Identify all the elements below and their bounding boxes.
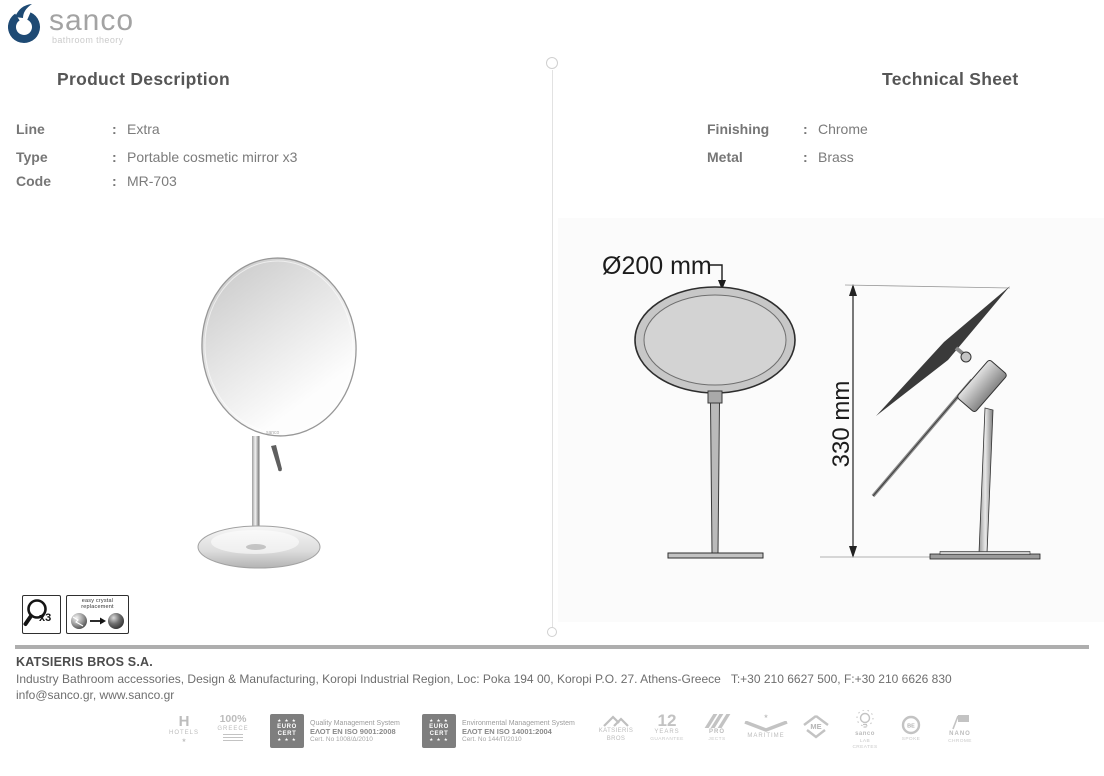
nano-flag-icon — [950, 714, 970, 730]
maritime-chevron-icon — [744, 721, 788, 732]
iso14001-standard: ΕΛΟΤ EN ISO 14001:2004 — [462, 726, 552, 736]
field-type-sep: : — [112, 149, 117, 165]
badge-projects — [696, 714, 738, 742]
greece-flag-icon — [223, 734, 243, 742]
katsieris-line1: KATSIERIS — [598, 728, 634, 734]
svg-text:ME: ME — [810, 722, 822, 731]
product-description-title: Product Description — [57, 69, 230, 89]
badge-me — [796, 714, 836, 740]
svg-text:x3: x3 — [39, 612, 52, 624]
divider-bottom-circle — [547, 627, 557, 637]
hotels-icon: H — [178, 713, 190, 730]
eurocert-stars: ★ ★ ★ — [429, 718, 449, 724]
hotels-star-icon: ★ — [181, 737, 187, 744]
footer-divider — [15, 645, 1089, 649]
divider-top-circle — [546, 57, 558, 69]
technical-drawing-panel — [558, 218, 1104, 622]
field-line-sep: : — [112, 121, 117, 137]
katsieris-roof-icon — [602, 714, 630, 727]
iso9001-cert-no: Cert. No 1008/Δ/2010 — [310, 735, 373, 743]
field-finishing-value: Chrome — [818, 121, 868, 137]
brand-name: sanco — [49, 4, 135, 37]
footer-address-line — [16, 672, 952, 686]
greece-label: GREECE — [217, 726, 249, 732]
field-line-label: Line — [16, 121, 45, 137]
eurocert-icon — [422, 714, 456, 748]
nano-line1: NANO — [949, 731, 971, 737]
years-number: 12 — [657, 711, 677, 730]
maritime-label: MARITIME — [747, 733, 785, 739]
nano-line2: CHROME — [948, 738, 972, 744]
technical-drawing — [558, 218, 1104, 622]
years-label: YEARS — [654, 729, 680, 735]
katsieris-line2: BROS — [606, 735, 626, 742]
iso14001-cert-no: Cert. No 144/Π/2010 — [462, 735, 522, 743]
diameter-dimension-label: Ø200 mm — [602, 252, 712, 280]
eurocert-cert: CERT — [277, 731, 297, 737]
maritime-star-icon: ★ — [763, 714, 769, 720]
field-metal-sep: : — [803, 149, 808, 165]
badge-katsieris-bros — [590, 714, 642, 743]
eurocert-euro: EURO — [429, 724, 449, 731]
badge-eurocert-environmental — [422, 714, 575, 748]
lab-line2: LAB — [859, 738, 871, 744]
eurocert-stars: ★ ★ ★ — [429, 736, 449, 742]
sanco-drop-icon — [8, 2, 42, 46]
badge-12-years — [646, 711, 688, 742]
eurocert-stars: ★ ★ ★ — [277, 736, 297, 742]
hotels-label: HOTELS — [168, 730, 199, 736]
easy-crystal-line2: replacement — [81, 604, 114, 611]
footer-contacts: info@sanco.gr, www.sanco.gr — [16, 688, 175, 702]
brand-tagline: bathroom theory — [52, 35, 124, 45]
footer-address: Industry Bathroom accessories, Design & Manufacturing, Koropi Industrial Region, Loc: Poka 194 00, Koropi P.O. 27. Athens-Greece — [16, 672, 721, 686]
projects-stripes-icon — [709, 714, 726, 728]
iso14001-system: Environmental Management System — [462, 719, 575, 727]
field-line-value: Extra — [127, 121, 160, 137]
badge-eurocert-quality — [270, 714, 400, 748]
badge-nano-chrome — [938, 714, 982, 744]
projects-line1: PRO — [708, 729, 725, 735]
certification-badges — [0, 710, 1104, 770]
magnification-x3-box — [22, 595, 61, 634]
magnifier-x3-icon — [23, 596, 59, 632]
bespoke-label: SPOKE — [901, 737, 921, 742]
field-finishing-sep: : — [803, 121, 808, 137]
iso9001-standard: ΕΛΟΤ EN ISO 9001:2008 — [310, 726, 396, 736]
bespoke-ring-icon — [900, 714, 922, 736]
greece-percent: 100% — [219, 713, 247, 725]
crystal-replacement-icon — [69, 611, 127, 633]
feature-icons — [22, 595, 129, 634]
height-dimension-label: 330 mm — [828, 380, 855, 468]
badge-maritime — [738, 714, 794, 740]
field-metal-value: Brass — [818, 149, 854, 165]
column-divider — [552, 70, 553, 627]
photo-watermark: sanco — [266, 430, 280, 436]
field-type-value: Portable cosmetic mirror x3 — [127, 149, 298, 165]
field-code-label: Code — [16, 173, 51, 189]
easy-crystal-line1: easy crystal — [81, 598, 114, 604]
footer-phone: T:+30 210 6627 500, F:+30 210 6626 830 — [730, 672, 952, 686]
projects-line2: JECTS — [708, 736, 726, 742]
badge-100-greece — [210, 714, 256, 742]
field-metal-label: Metal — [707, 149, 743, 165]
field-code-sep: : — [112, 173, 117, 189]
footer-company: KATSIERIS BROS S.A. — [16, 655, 153, 669]
eurocert-euro: EURO — [277, 724, 297, 731]
eurocert-stars: ★ ★ ★ — [277, 718, 297, 724]
easy-crystal-replacement-box — [66, 595, 129, 634]
eurocert-icon — [270, 714, 304, 748]
lightbulb-icon — [854, 710, 876, 730]
badge-sanco-lab — [843, 710, 887, 751]
field-code-value: MR-703 — [127, 173, 177, 189]
lab-line1: sanco — [855, 731, 875, 737]
field-finishing-label: Finishing — [707, 121, 770, 137]
iso9001-system: Quality Management System — [310, 719, 400, 727]
eurocert-cert: CERT — [429, 731, 449, 737]
badge-hotels — [166, 714, 202, 744]
me-house-icon — [802, 714, 830, 740]
guarantee-label: GUARANTEE — [650, 736, 684, 742]
badge-bespoke — [891, 714, 931, 743]
svg-text:BE: BE — [907, 723, 915, 730]
lab-line3: CREATES — [852, 745, 878, 751]
product-photo-mirror — [150, 250, 420, 590]
technical-sheet-title: Technical Sheet — [882, 69, 1019, 89]
field-type-label: Type — [16, 149, 48, 165]
